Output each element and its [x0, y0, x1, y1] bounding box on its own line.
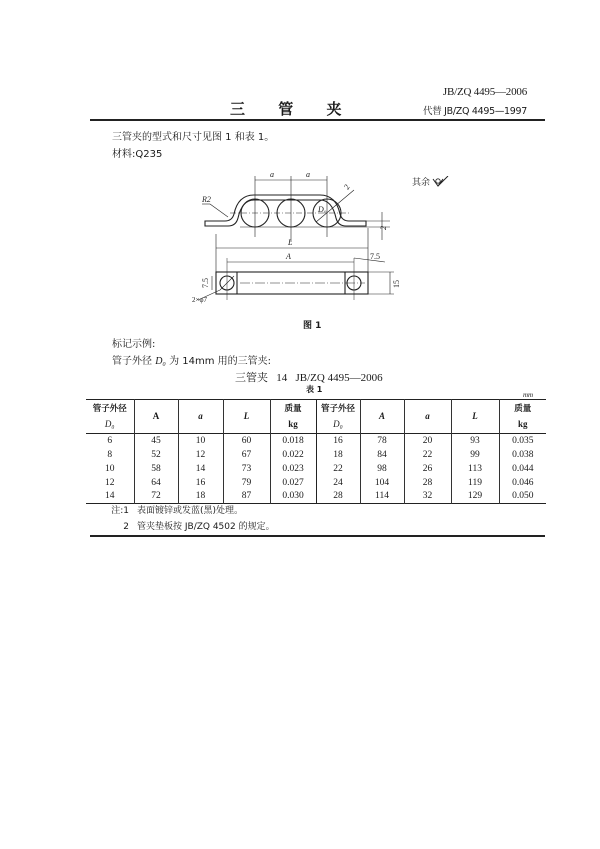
header-L-right: L	[451, 400, 499, 434]
dim-label-a2: a	[306, 170, 310, 179]
cell-mass: 0.046	[499, 476, 546, 490]
cell-a: 28	[404, 476, 451, 490]
cell-A: 114	[360, 490, 404, 504]
marking-title: 标记示例:	[112, 339, 156, 350]
cell-a: 14	[178, 462, 223, 476]
cell-mass: 0.023	[270, 462, 316, 476]
cell-mass: 0.027	[270, 476, 316, 490]
cell-d0: 16	[316, 434, 360, 448]
cell-d0: 10	[105, 463, 115, 474]
note-item	[107, 503, 275, 519]
cell-mass: 0.044	[499, 462, 546, 476]
cell-A: 72	[134, 490, 178, 504]
cell-A: 78	[360, 434, 404, 448]
dim-label-7-5-left: 7.5	[201, 278, 210, 288]
header-d0-symbol-right: D₀	[333, 418, 343, 429]
header-L: L	[223, 400, 270, 434]
note-item	[107, 519, 275, 535]
cell-A: 64	[134, 476, 178, 490]
cell-d0: 22	[316, 462, 360, 476]
marking-desc-symbol: D₀	[155, 356, 166, 367]
cell-mass: 0.030	[270, 490, 316, 504]
marking-description	[112, 352, 271, 367]
cell-a: 18	[178, 490, 223, 504]
roughness-label: 其余	[412, 178, 431, 188]
note-label: 注:1	[111, 506, 129, 516]
cell-d0: 28	[316, 490, 360, 504]
roughness-note	[412, 175, 450, 188]
surface-roughness-icon	[432, 176, 450, 188]
marking-example: 三管夹 14 JB/ZQ 4495—2006	[235, 372, 383, 384]
notes	[107, 503, 275, 535]
replaces-standard: 代替 JB/ZQ 4495—1997	[423, 106, 527, 117]
cell-a: 26	[404, 462, 451, 476]
dim-label-l: L	[288, 238, 293, 247]
cell-L: 129	[451, 490, 499, 504]
cell-d0: 24	[316, 476, 360, 490]
footer-rule	[90, 535, 545, 537]
header-d0-right	[316, 400, 360, 434]
header-mass-label-right: 质量	[514, 403, 532, 414]
cell-L: 93	[451, 434, 499, 448]
material-text: 材料:Q235	[112, 149, 163, 160]
header-a-right: a	[404, 400, 451, 434]
cell-a: 10	[178, 434, 223, 448]
cell-A: 104	[360, 476, 404, 490]
table-header-row	[86, 400, 546, 434]
dim-label-7-5: 7.5	[370, 252, 380, 261]
dim-label-a1: a	[270, 170, 274, 179]
header-mass-unit: kg	[288, 418, 298, 429]
note-text: 管夹垫板按 JB/ZQ 4502 的规定。	[137, 522, 275, 532]
cell-A: 45	[134, 434, 178, 448]
table-row	[86, 448, 546, 462]
header-A: A	[134, 400, 178, 434]
cell-L: 113	[451, 462, 499, 476]
table-row	[86, 490, 546, 504]
header-mass-unit-right: kg	[517, 418, 528, 429]
standard-number: JB/ZQ 4495—2006	[442, 86, 527, 98]
figure-drawing	[190, 162, 420, 312]
cell-d0: 14	[105, 491, 115, 502]
table-caption: 表 1	[306, 385, 323, 394]
cell-mass: 0.018	[270, 434, 316, 448]
dim-label-2-top: 2	[341, 183, 352, 191]
cell-mass: 0.035	[499, 434, 546, 448]
header-d0-symbol: D₀	[104, 418, 115, 429]
cell-L: 60	[223, 434, 270, 448]
cell-L: 99	[451, 448, 499, 462]
dim-label-r2: R2	[202, 195, 211, 204]
marking-desc-suffix: 为 14mm 用的三管夹:	[165, 356, 272, 367]
dim-label-d0: D₀	[318, 205, 327, 214]
header-d0-label-right: 管子外径	[320, 403, 355, 414]
cell-mass: 0.050	[499, 490, 546, 504]
table-row	[86, 434, 546, 448]
cell-L: 67	[223, 448, 270, 462]
cell-L: 79	[223, 476, 270, 490]
table-row	[86, 462, 546, 476]
cell-a: 32	[404, 490, 451, 504]
cell-d0: 12	[105, 477, 115, 488]
cell-mass: 0.038	[499, 448, 546, 462]
cell-a: 12	[178, 448, 223, 462]
intro-text: 三管夹的型式和尺寸见图 1 和表 1。	[112, 132, 275, 143]
header-mass-label: 质量	[284, 403, 302, 414]
dim-label-2-side: 2	[379, 226, 388, 230]
cell-A: 84	[360, 448, 404, 462]
header-mass-right	[499, 400, 546, 434]
dimension-table	[86, 399, 546, 504]
note-label: 2	[123, 522, 129, 532]
cell-A: 52	[134, 448, 178, 462]
cell-a: 20	[404, 434, 451, 448]
note-text: 表面镀锌或发蓝(黑)处理。	[137, 506, 244, 516]
header-A-right: A	[360, 400, 404, 434]
cell-mass: 0.022	[270, 448, 316, 462]
page-title: 三 管 夹	[230, 100, 356, 118]
cell-d0: 18	[316, 448, 360, 462]
cell-d0: 6	[107, 435, 113, 446]
cell-A: 98	[360, 462, 404, 476]
dim-label-holes: 2×φ7	[192, 296, 207, 304]
header-rule	[90, 119, 545, 121]
dim-label-a-span: A	[286, 252, 291, 261]
cell-L: 73	[223, 462, 270, 476]
dim-label-15: 15	[392, 280, 401, 288]
figure-caption: 图 1	[303, 321, 322, 331]
table-unit: mm	[523, 391, 534, 399]
header-d0	[86, 400, 134, 434]
cell-a: 16	[178, 476, 223, 490]
header-mass	[270, 400, 316, 434]
table-row	[86, 476, 546, 490]
marking-desc-prefix: 管子外径	[112, 356, 156, 367]
cell-L: 87	[223, 490, 270, 504]
cell-L: 119	[451, 476, 499, 490]
cell-a: 22	[404, 448, 451, 462]
header-d0-label: 管子外径	[92, 403, 127, 414]
cell-A: 58	[134, 462, 178, 476]
header-a: a	[178, 400, 223, 434]
cell-d0: 8	[107, 449, 113, 460]
